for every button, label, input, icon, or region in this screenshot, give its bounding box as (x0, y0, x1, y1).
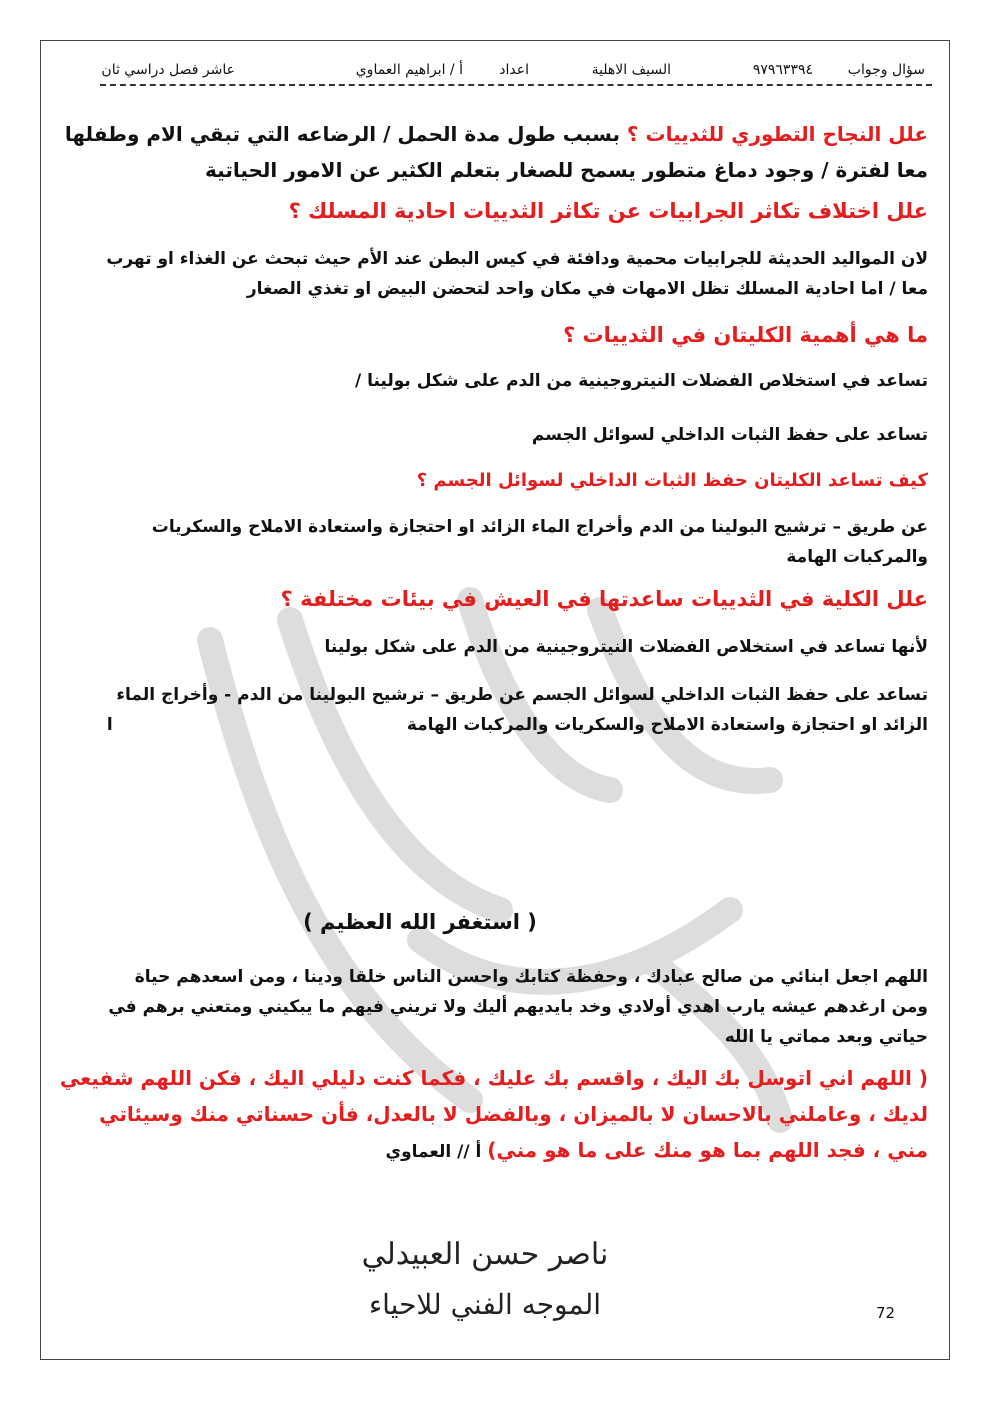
prayer-line-1: اللهم اجعل ابنائي من صالح عبادك ، وحفظة كتابك واحسن الناس خلقا ودينا ، ومن اسعدهم حياة (134, 967, 928, 987)
supplication-line-3: مني ، فجد اللهم بما هو منك على ما هو مني) أ // العماوي (385, 1138, 928, 1162)
header-prep-label: اعداد (499, 62, 529, 78)
answer-5-line-3: الزائد او احتجازة واستعادة الاملاح والسكريات والمركبات الهامةا (106, 715, 928, 735)
answer-3-line-1: تساعد في استخلاص الفضلات النيتروجينية من الدم على شكل بولينا / (354, 371, 928, 391)
header-title: سؤال وجواب (847, 62, 925, 78)
answer-5-line-1: لأنها تساعد في استخلاص الفضلات النيتروجينية من الدم على شكل بولينا (324, 637, 928, 657)
centered-title: ( استغفر الله العظيم ) (303, 910, 537, 934)
answer-3-line-2: تساعد على حفظ الثبات الداخلي لسوائل الجسم (531, 425, 928, 445)
answer-2-line-2: معا / اما احادية المسلك تظل الامهات في مكان واحد لتحضن البيض او تغذي الصغار (246, 279, 928, 299)
prayer-line-3: حياتي وبعد مماتي يا الله (724, 1027, 928, 1047)
question-1: علل النجاح التطوري للثدييات ؟ (626, 122, 928, 146)
supplication-signoff: أ // العماوي (385, 1142, 488, 1162)
watermark-text: ابراهيم العماوي (486, 860, 494, 861)
main-content (52, 116, 928, 740)
answer-1-line-2: معا لفترة / وجود دماغ متطور يسمح للصغار بتعلم الكثير عن الامور الحياتية (205, 158, 928, 182)
answer-4-line-1: عن طريق – ترشيح البولينا من الدم وأخراج الماء الزائد او احتجازة واستعادة الاملاح والسكريات (151, 517, 928, 537)
question-3: ما هي أهمية الكليتان في الثدييات ؟ (563, 323, 928, 347)
header-divider (100, 84, 932, 86)
signature-name: ناصر حسن العبيدلي (361, 1237, 609, 1272)
answer-5-line-2: تساعد على حفظ الثبات الداخلي لسوائل الجسم عن طريق – ترشيح البولينا من الدم - وأخراج الماء (116, 685, 928, 705)
page-header (75, 62, 925, 84)
closing-section (52, 962, 928, 1170)
answer-2-line-1: لان المواليد الحديثة للجرابيات محمية ودافئة في كيس البطن عند الأم حيث تبحث عن الغذاء او تهرب (106, 249, 928, 269)
answer-1-line-1: علل النجاح التطوري للثدييات ؟ بسبب طول مدة الحمل / الرضاعه التي تبقي الام وطفلها (64, 122, 928, 146)
header-author: أ / ابراهيم العماوي (355, 62, 463, 78)
supplication-line-2: لديك ، وعاملني بالاحسان لا بالميزان ، وبالفضل لا بالعدل، فأن حسناتي منك وسيئاتي (99, 1102, 928, 1126)
page-number: 72 (876, 1304, 896, 1322)
header-school: السيف الاهلية (591, 62, 671, 78)
header-phone: ٩٧٩٦٣٣٩٤ (752, 62, 813, 78)
header-grade: عاشر فصل دراسي ثان (101, 62, 235, 78)
signature-calligraphy (360, 1222, 610, 1332)
question-5: علل الكلية في الثدييات ساعدتها في العيش في بيئات مختلفة ؟ (280, 587, 928, 611)
signature-role: الموجه الفني للاحياء (368, 1288, 602, 1321)
answer-4-line-2: والمركبات الهامة (786, 547, 928, 567)
question-2: علل اختلاف تكاثر الجرابيات عن تكاثر الثدييات احادية المسلك ؟ (288, 199, 928, 223)
question-4: كيف تساعد الكليتان حفظ الثبات الداخلي لسوائل الجسم ؟ (416, 470, 928, 491)
prayer-line-2: ومن ارغدهم عيشه يارب اهدي أولادي وخد بايديهم أليك ولا تريني فيهم ما يبكيني ومتعني برهم في (108, 997, 928, 1017)
supplication-line-1: ( اللهم اني اتوسل بك اليك ، واقسم بك عليك ، فكما كنت دليلي اليك ، فكن اللهم شفيعي (59, 1066, 928, 1090)
